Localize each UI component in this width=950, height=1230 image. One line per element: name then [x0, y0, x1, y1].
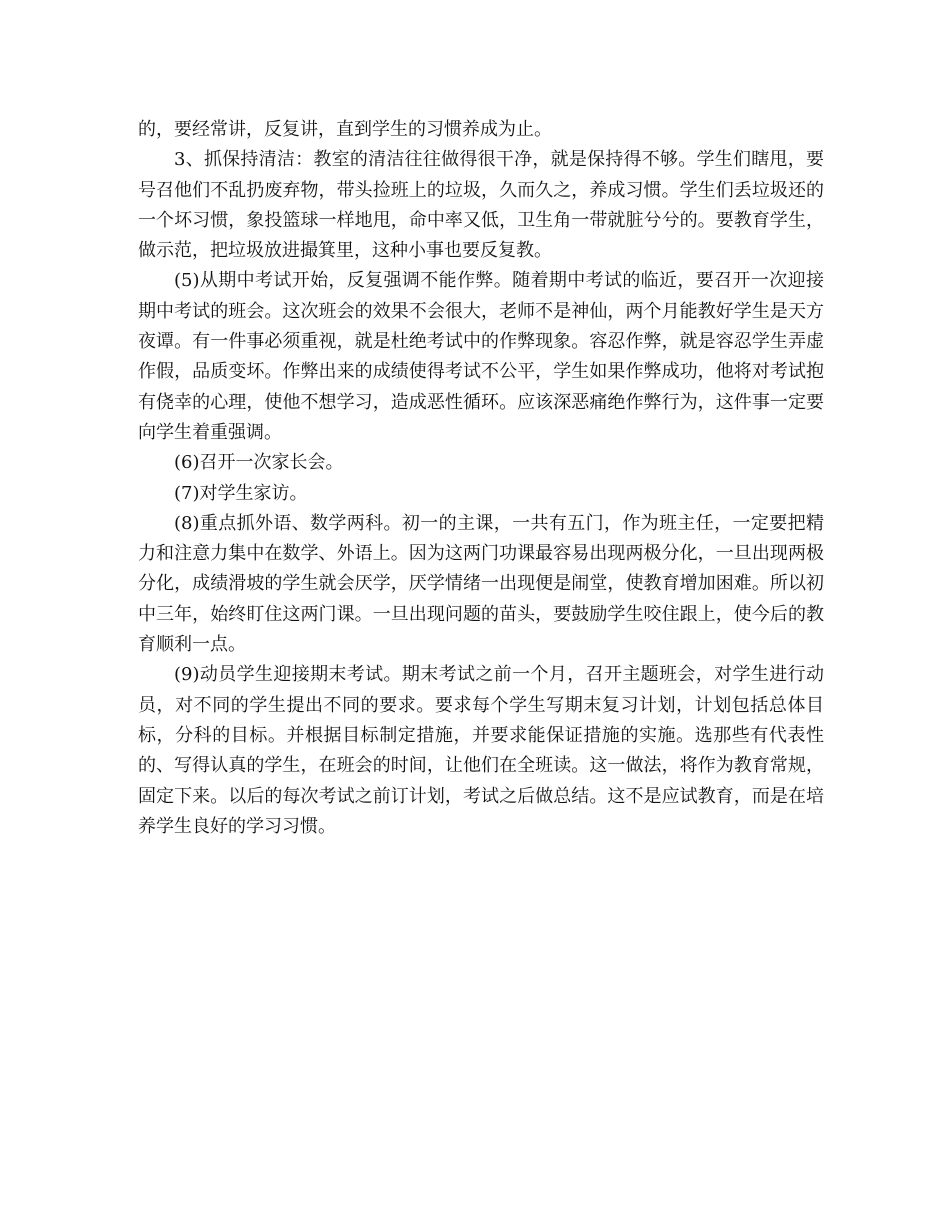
paragraph-no-cheating: (5)从期中考试开始，反复强调不能作弊。随着期中考试的临近，要召开一次迎接期中考试的班会。这次班会的效果不会很大，老师不是神仙，两个月能教好学生是天方夜谭。有一件事必须重视，就是杜绝考试中的作弊现象。容忍作弊，就是容忍学生弄虚作假，品质变坏。作弊出来的成绩使得考试不公平，学生如果作弊成功，他将对考试抱有侥幸的心理，使他不想学习，造成恶性循环。应该深恶痛绝作弊行为，这件事一定要向学生着重强调。 [138, 270, 824, 443]
paragraph-keep-clean: 3、抓保持清洁：教室的清洁往往做得很干净，就是保持得不够。学生们瞎甩，要号召他们不乱扔废弃物，带头捡班上的垃圾，久而久之，养成习惯。学生们丢垃圾还的一个坏习惯，象投篮球一样地甩，命中率又低，卫生角一带就脏兮兮的。要教育学生，做示范，把垃圾放进撮箕里，这种小事也要反复教。 [138, 149, 824, 262]
document-body [138, 115, 824, 842]
paragraph-continuation: 的，要经常讲，反复讲，直到学生的习惯养成为止。 [138, 119, 552, 140]
paragraph-focus-subjects: (8)重点抓外语、数学两科。初一的主课，一共有五门，作为班主任，一定要把精力和注意力集中在数学、外语上。因为这两门功课最容易出现两极分化，一旦出现两极分化，成绩滑坡的学生就会厌学，厌学情绪一出现便是闹堂，使教育增加困难。所以初中三年，始终盯住这两门课。一旦出现问题的苗头，要鼓励学生咬住跟上，使今后的教育顺利一点。 [138, 512, 824, 656]
paragraph-final-exam: (9)动员学生迎接期末考试。期末考试之前一个月，召开主题班会，对学生进行动员，对不同的学生提出不同的要求。要求每个学生写期末复习计划，计划包括总体目标，分科的目标。并根据目标制定措施，并要求能保证措施的实施。选那些有代表性的、写得认真的学生，在班会的时间，让他们在全班读。这一做法，将作为教育常规，固定下来。以后的每次考试之前订计划，考试之后做总结。这不是应试教育，而是在培养学生良好的学习习惯。 [138, 664, 824, 837]
paragraph-home-visit: (7)对学生家访。 [174, 482, 308, 504]
paragraph-parent-meeting: (6)召开一次家长会。 [174, 452, 344, 474]
